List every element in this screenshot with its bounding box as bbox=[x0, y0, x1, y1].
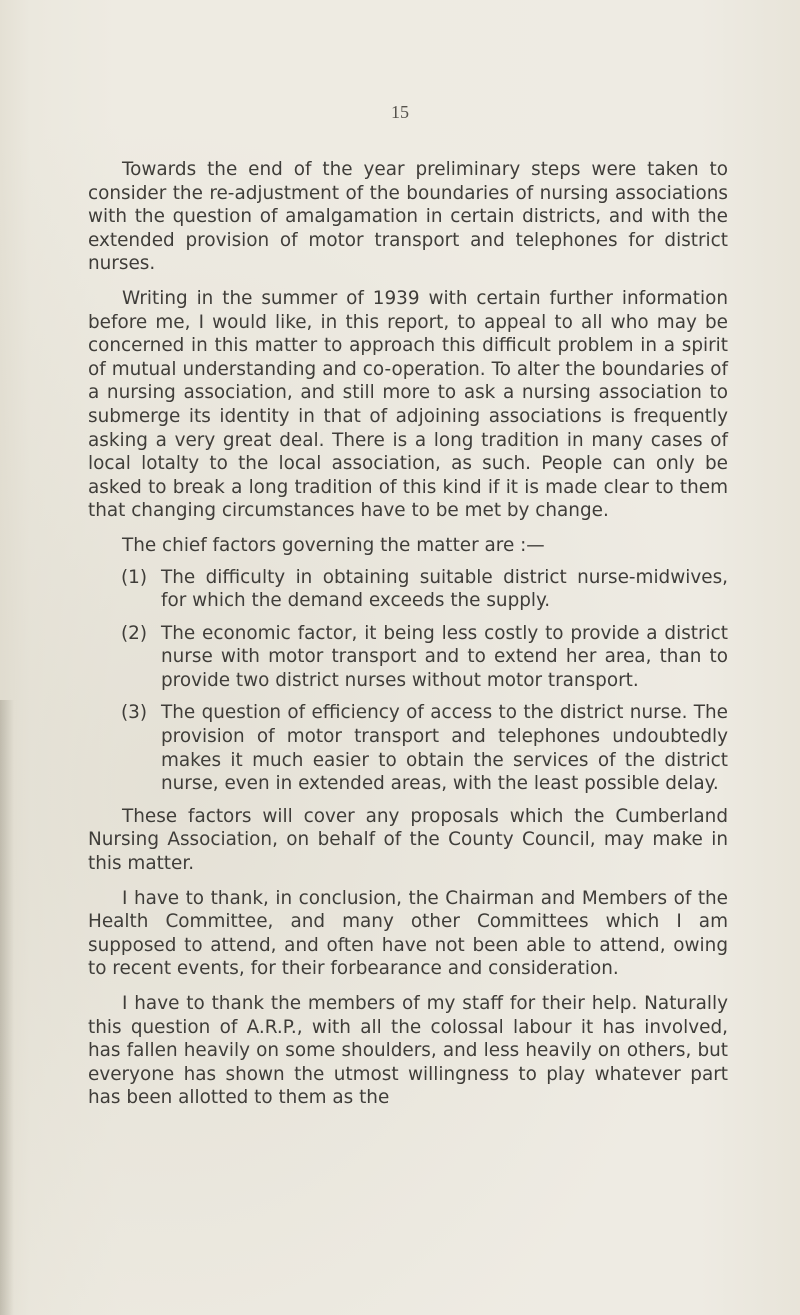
factor-number: (3) bbox=[121, 702, 148, 724]
factors-intro: The chief factors governing the matter are :— bbox=[122, 534, 545, 556]
paragraph-boundaries: Towards the end of the year preliminary steps were taken to consider the re-adjustment of the boundaries of nursing associations with the question of amalgamation in certain districts, and with the extended provision of motor transport and telephones for district nurses. bbox=[88, 159, 728, 275]
factor-item bbox=[88, 566, 728, 613]
factor-number: (1) bbox=[121, 566, 148, 588]
body-text bbox=[88, 158, 728, 1121]
factor-text: The economic factor, it being less costly to provide a district nurse with motor transport and to extend her area, than to provide two district nurses without motor transport. bbox=[161, 622, 728, 691]
factor-item bbox=[88, 701, 728, 795]
factor-text: The difficulty in obtaining suitable district nurse-midwives, for which the demand exceeds the supply. bbox=[161, 566, 728, 612]
page-number: 15 bbox=[391, 102, 409, 122]
paragraph-appeal: Writing in the summer of 1939 with certain further information before me, I would like, in this report, to appeal to all who may be concerned in this matter to approach this difficult problem in a spirit of mutual understanding and co-operation. To alter the boundaries of a nursing association, and still more to ask a nursing association to submerge its identity in that of adjoining associations is frequently asking a very great deal. There is a long tradition in many cases of local lotalty to the local association, as such. People can only be asked to break a long tradition of this kind if it is made clear to them that changing circumstances have to be met by change. bbox=[88, 287, 728, 522]
factor-number: (2) bbox=[121, 622, 148, 644]
factor-item bbox=[88, 622, 728, 693]
paragraph-thanks-staff: I have to thank the members of my staff for their help. Naturally this question of A.R.P., with all the colossal labour it has involved, has fallen heavily on some shoulders, and less heavily on others, but everyone has shown the utmost willingness to play whatever part has been allotted to them as the bbox=[88, 993, 728, 1109]
factor-text: The question of efficiency of access to the district nurse. The provision of motor transport and telephones undoubtedly makes it much easier to obtain the services of the district nurse, even in extended areas, with the least possible delay. bbox=[161, 702, 728, 795]
paragraph-proposals: These factors will cover any proposals which the Cumberland Nursing Association, on behalf of the County Council, may make in this matter. bbox=[88, 805, 728, 875]
binding-shadow bbox=[0, 700, 14, 1315]
paragraph-thanks-committee: I have to thank, in conclusion, the Chairman and Members of the Health Committee, and many other Committees which I am supposed to attend, and often have not been able to attend, owing to recent events, for their forbearance and consideration. bbox=[88, 887, 728, 980]
